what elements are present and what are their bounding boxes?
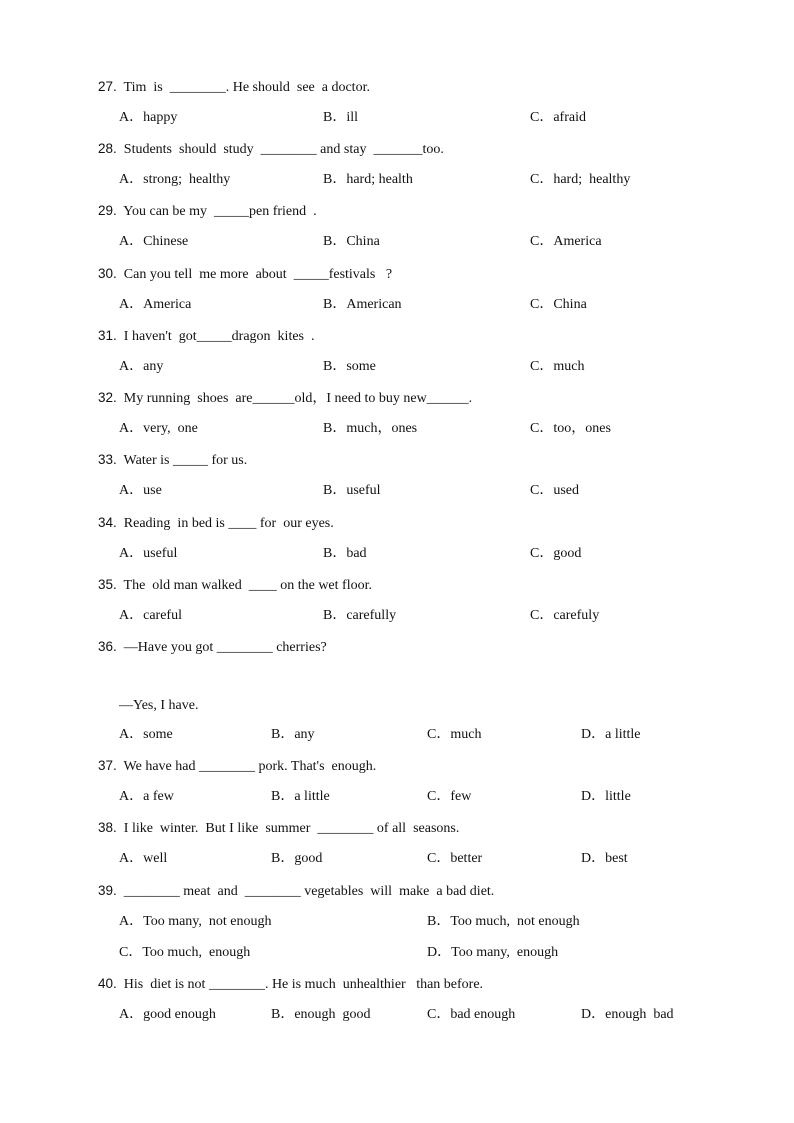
option-text: little (605, 789, 631, 804)
option-text: happy (143, 110, 178, 125)
option-text: too，ones (553, 421, 611, 436)
option-letter: C． (427, 789, 451, 804)
question-text: The old man walked ____ on the wet floor. (123, 578, 372, 593)
option-letter: A． (119, 914, 144, 929)
question-31-stem (98, 327, 315, 346)
option-letter: C． (427, 1007, 451, 1022)
question-27-stem (98, 78, 370, 97)
option-letter: A． (119, 727, 144, 742)
question-38-stem (98, 819, 459, 838)
question-text: We have had ________ pork. That's enough. (123, 759, 377, 774)
question-number: 31. (98, 328, 117, 343)
option-c[interactable] (530, 109, 586, 127)
option-c[interactable] (530, 607, 599, 625)
option-letter: D． (581, 789, 606, 804)
option-text: much (450, 727, 482, 742)
option-letter: A． (119, 546, 144, 561)
option-text: Too many, enough (451, 945, 559, 960)
option-letter: C． (530, 483, 554, 498)
option-a[interactable] (119, 726, 173, 744)
option-letter: C． (530, 546, 554, 561)
option-letter: B． (323, 172, 347, 187)
option-letter: A． (119, 110, 144, 125)
option-letter: C． (119, 945, 143, 960)
option-c[interactable] (427, 850, 482, 868)
option-text: some (346, 359, 376, 374)
option-a[interactable] (119, 913, 272, 931)
option-letter: B． (323, 359, 347, 374)
option-b[interactable] (323, 607, 396, 625)
option-b[interactable] (323, 358, 376, 376)
option-letter: C． (427, 727, 451, 742)
option-text: few (450, 789, 472, 804)
option-letter: B． (271, 1007, 295, 1022)
option-d[interactable] (427, 944, 558, 962)
option-letter: B． (271, 727, 295, 742)
option-a[interactable] (119, 233, 188, 251)
question-text: I haven't got_____dragon kites . (123, 329, 315, 344)
option-letter: B． (323, 421, 347, 436)
option-a[interactable] (119, 296, 191, 314)
question-text: I like winter. But I like summer ________ of all seasons. (123, 821, 460, 836)
option-letter: A． (119, 234, 144, 249)
option-letter: C． (530, 608, 554, 623)
question-number: 36. (98, 639, 117, 654)
option-letter: D． (581, 1007, 606, 1022)
question-text: ________ meat and ________ vegetables will make a bad diet. (123, 884, 495, 899)
option-text: American (346, 297, 402, 312)
option-b[interactable] (323, 296, 402, 314)
option-letter: C． (530, 110, 554, 125)
question-34-stem (98, 514, 334, 533)
option-text: ill (346, 110, 359, 125)
option-letter: C． (427, 851, 451, 866)
option-letter: B． (323, 483, 347, 498)
option-text: afraid (553, 110, 586, 125)
option-text: America (553, 234, 602, 249)
option-c[interactable] (530, 420, 611, 438)
option-text: use (143, 483, 162, 498)
option-text: any (143, 359, 164, 374)
option-text: useful (143, 546, 178, 561)
option-letter: D． (581, 727, 606, 742)
option-b[interactable] (323, 482, 381, 500)
option-text: some (143, 727, 173, 742)
option-d[interactable] (581, 788, 631, 806)
option-letter: C． (530, 234, 554, 249)
option-letter: A． (119, 359, 144, 374)
option-b[interactable] (271, 788, 330, 806)
option-text: well (143, 851, 168, 866)
option-letter: B． (271, 789, 295, 804)
option-a[interactable] (119, 358, 163, 376)
question-number: 33. (98, 452, 117, 467)
option-a[interactable] (119, 1006, 216, 1024)
option-a[interactable] (119, 420, 198, 438)
option-letter: A． (119, 608, 144, 623)
question-number: 40. (98, 976, 117, 991)
option-text: China (553, 297, 587, 312)
option-letter: B． (271, 851, 295, 866)
question-32-stem (98, 389, 472, 408)
question-37-stem (98, 757, 376, 776)
question-35-stem (98, 576, 372, 595)
question-number: 39. (98, 883, 117, 898)
option-letter: B． (323, 546, 347, 561)
option-text: a little (605, 727, 641, 742)
option-c[interactable] (530, 545, 581, 563)
option-letter: D． (427, 945, 452, 960)
option-text: good (294, 851, 323, 866)
option-text: any (294, 727, 315, 742)
option-text: enough bad (605, 1007, 674, 1022)
option-d[interactable] (581, 726, 641, 744)
option-letter: B． (323, 608, 347, 623)
option-letter: A． (119, 421, 144, 436)
option-a[interactable] (119, 482, 162, 500)
option-text: hard; healthy (553, 172, 631, 187)
question-30-stem (98, 265, 392, 284)
option-letter: B． (323, 110, 347, 125)
option-letter: B． (323, 234, 347, 249)
answer-line: —Yes, I have. (119, 698, 199, 713)
option-letter: A． (119, 789, 144, 804)
option-text: Too much, enough (142, 945, 251, 960)
question-text: Students should study ________ and stay _______too. (123, 142, 444, 157)
option-letter: B． (323, 297, 347, 312)
question-text: Tim is ________. He should see a doctor. (123, 80, 370, 95)
option-b[interactable] (323, 233, 380, 251)
question-number: 32. (98, 390, 117, 405)
option-letter: C． (530, 172, 554, 187)
option-text: strong; healthy (143, 172, 231, 187)
option-text: bad enough (450, 1007, 516, 1022)
option-text: America (143, 297, 192, 312)
option-b[interactable] (271, 850, 322, 868)
question-33-stem (98, 451, 247, 470)
option-text: good enough (143, 1007, 216, 1022)
question-number: 27. (98, 79, 117, 94)
option-a[interactable] (119, 607, 182, 625)
question-36-stem (98, 638, 327, 657)
option-b[interactable] (323, 420, 417, 438)
question-text: —Have you got ________ cherries? (123, 640, 327, 655)
option-c[interactable] (427, 788, 471, 806)
option-b[interactable] (427, 913, 580, 931)
question-number: 35. (98, 577, 117, 592)
option-c[interactable] (119, 944, 250, 962)
question-28-stem (98, 140, 444, 159)
option-text: carefully (346, 608, 397, 623)
question-number: 34. (98, 515, 117, 530)
question-text: You can be my _____pen friend . (123, 204, 317, 219)
option-a[interactable] (119, 109, 177, 127)
question-text: Water is _____ for us. (123, 453, 248, 468)
option-b[interactable] (323, 171, 413, 189)
option-c[interactable] (427, 1006, 515, 1024)
option-text: careful (143, 608, 182, 623)
option-c[interactable] (530, 482, 579, 500)
option-text: enough good (294, 1007, 371, 1022)
option-text: much (553, 359, 585, 374)
question-number: 29. (98, 203, 117, 218)
option-text: Too much, not enough (450, 914, 580, 929)
option-text: Chinese (143, 234, 189, 249)
option-letter: C． (530, 297, 554, 312)
option-c[interactable] (530, 233, 602, 251)
question-39-stem (98, 882, 494, 901)
option-letter: C． (530, 421, 554, 436)
option-text: much，ones (346, 421, 418, 436)
question-number: 28. (98, 141, 117, 156)
option-letter: A． (119, 297, 144, 312)
option-a[interactable] (119, 171, 230, 189)
option-text: China (346, 234, 380, 249)
option-b[interactable] (323, 109, 358, 127)
option-letter: A． (119, 483, 144, 498)
option-text: hard; health (346, 172, 413, 187)
option-text: best (605, 851, 628, 866)
option-letter: D． (581, 851, 606, 866)
option-a[interactable] (119, 788, 174, 806)
option-text: Too many, not enough (143, 914, 272, 929)
option-text: used (553, 483, 580, 498)
option-a[interactable] (119, 545, 177, 563)
option-text: bad (346, 546, 367, 561)
question-number: 38. (98, 820, 117, 835)
option-text: better (450, 851, 483, 866)
option-d[interactable] (581, 1006, 674, 1024)
question-number: 30. (98, 266, 117, 281)
option-text: a few (143, 789, 174, 804)
question-text: My running shoes are______old，I need to buy new______. (123, 391, 473, 406)
option-letter: B． (427, 914, 451, 929)
option-b[interactable] (323, 545, 367, 563)
option-text: good (553, 546, 582, 561)
option-text: a little (294, 789, 330, 804)
option-b[interactable] (271, 726, 315, 744)
option-d[interactable] (581, 850, 628, 868)
option-b[interactable] (271, 1006, 371, 1024)
option-c[interactable] (530, 296, 587, 314)
option-letter: A． (119, 172, 144, 187)
question-40-stem (98, 975, 483, 994)
question-number: 37. (98, 758, 117, 773)
option-letter: A． (119, 851, 144, 866)
option-letter: A． (119, 1007, 144, 1022)
question-text: Reading in bed is ____ for our eyes. (123, 516, 334, 531)
question-29-stem (98, 202, 317, 221)
option-c[interactable] (530, 171, 630, 189)
option-text: useful (346, 483, 381, 498)
option-letter: C． (530, 359, 554, 374)
option-a[interactable] (119, 850, 167, 868)
option-c[interactable] (427, 726, 481, 744)
option-c[interactable] (530, 358, 584, 376)
option-text: very, one (143, 421, 198, 436)
question-text: His diet is not ________. He is much unhealthier than before. (123, 977, 484, 992)
question-text: Can you tell me more about _____festivals ? (123, 267, 393, 282)
option-text: carefuly (553, 608, 600, 623)
